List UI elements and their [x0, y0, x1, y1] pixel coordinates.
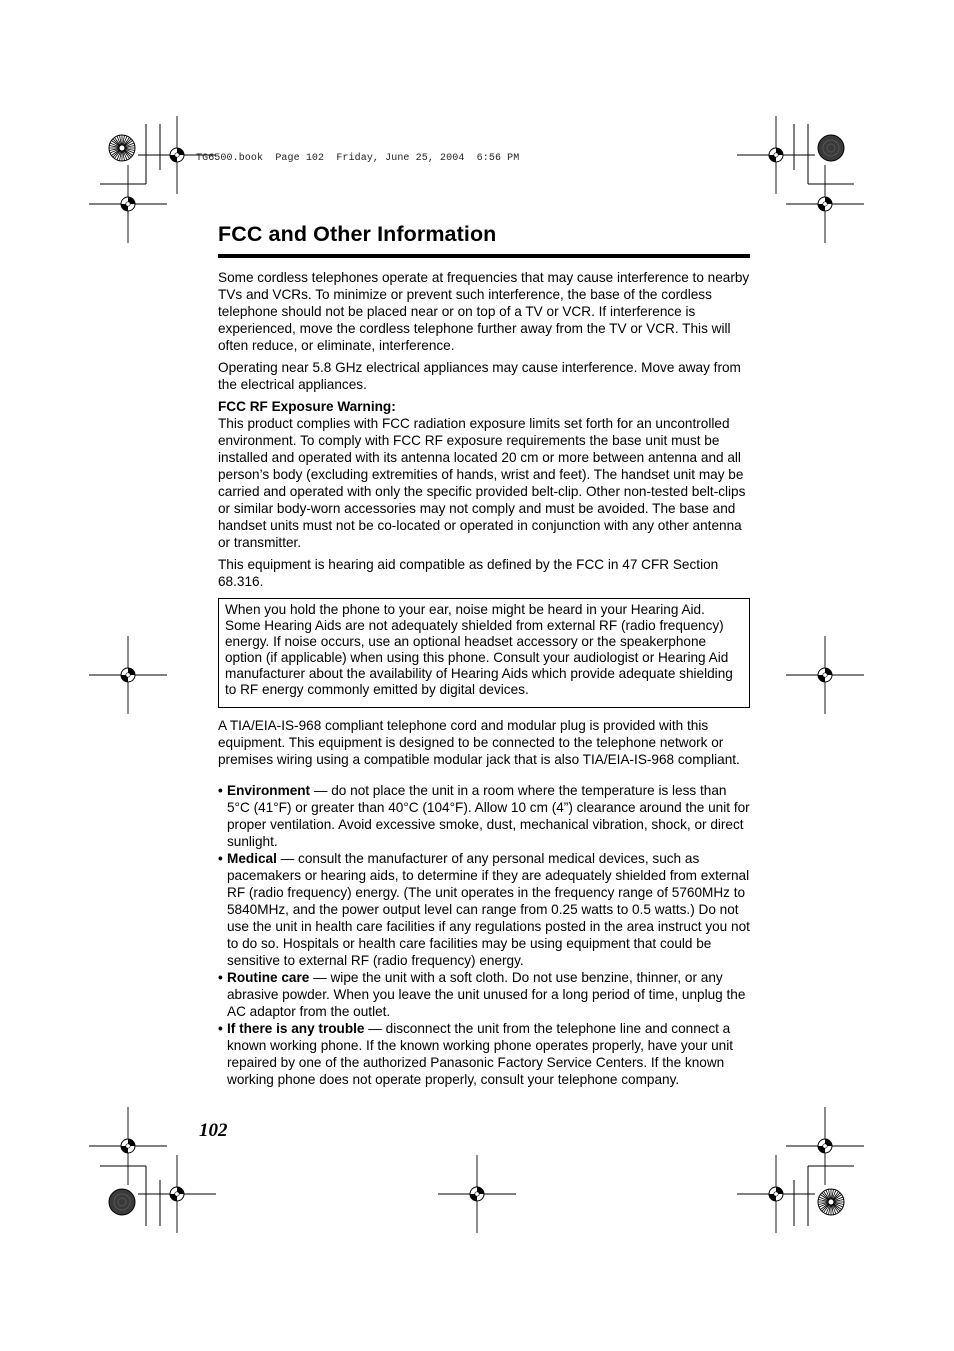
bullet-text: — wipe the unit with a soft cloth. Do not use benzine, thinner, or any abrasive powder. When you leave the unit unused for a long period of time, unplug the AC adaptor from the outlet. — [227, 970, 746, 1019]
rf-exposure-paragraph: This product complies with FCC radiation exposure limits set forth for an uncontrolled environment. To comply with FCC RF exposure requirements the base unit must be installed and operated with its antenna located 20 cm or more between antenna and all person’s body (excluding extremities of hands, wrist and feet). The handset unit may be carried and operated with only the specific provided belt-clip. Other non-tested belt-clips or similar body-worn accessories may not comply and must be avoided. The base and handset units must not be co-located or operated in conjunction with any other antenna or transmitter. — [218, 416, 746, 550]
bullet: • — [218, 851, 223, 866]
main-content — [218, 269, 750, 1088]
page-title: FCC and Other Information — [218, 222, 497, 246]
bullet-term: If there is any trouble — [227, 1021, 365, 1036]
book-header: TG6500.book Page 102 Friday, June 25, 2004 6:56 PM — [196, 153, 520, 164]
page-number: 102 — [199, 1120, 228, 1141]
bullet: • — [218, 1021, 223, 1036]
bullet-text: — disconnect the unit from the telephone line and connect a known working phone. If the known working phone operates properly, have your unit repaired by one of the authorized Panasonic Factory Service Centers. If the known working phone does not operate properly, consult your telephone company. — [227, 1021, 734, 1087]
list-item — [218, 1020, 750, 1088]
bullet: • — [218, 970, 223, 985]
precautions-list — [218, 782, 750, 1088]
bullet-text: — do not place the unit in a room where the temperature is less than 5°C (41°F) or greater than 40°C (104°F). Allow 10 cm (4”) clearance around the unit for proper ventilation. Avoid excessive smoke, dust, mechanical vibration, shock, or direct sunlight. — [227, 783, 750, 849]
rf-exposure-heading: FCC RF Exposure Warning: — [218, 399, 396, 414]
hearing-aid-notice-box — [218, 598, 750, 708]
list-item — [218, 850, 750, 969]
bullet-term: Environment — [227, 783, 311, 798]
title-rule — [218, 254, 750, 258]
bullet: • — [218, 783, 223, 798]
list-item — [218, 969, 750, 1020]
intro-paragraph: Some cordless telephones operate at frequencies that may cause interference to nearby TVs and VCRs. To minimize or prevent such interference, the base of the cordless telephone should not be placed near or on top of a TV or VCR. If interference is experienced, move the cordless telephone further away from the TV or VCR. This will often reduce, or eliminate, interference. — [218, 270, 750, 353]
intro-paragraph: Operating near 5.8 GHz electrical appliances may cause interference. Move away from the electrical appliances. — [218, 360, 741, 392]
hearing-aid-compatibility-paragraph: This equipment is hearing aid compatible as defined by the FCC in 47 CFR Section 68.316. — [218, 557, 719, 589]
list-item — [218, 782, 750, 850]
bullet-text: — consult the manufacturer of any personal medical devices, such as pacemakers or hearing aids, to determine if they are adequately shielded from external RF (radio frequency) energy. (The unit operates in the frequency range of 5760MHz to 5840MHz, and the power output level can range from 0.25 watts to 0.5 watts.) Do not use the unit in health care facilities if any regulations posted in the area instruct you not to do so. Hospitals or health care facilities may be using equipment that could be sensitive to external RF (radio frequency) energy. — [227, 851, 750, 968]
hearing-aid-notice-text: When you hold the phone to your ear, noise might be heard in your Hearing Aid. Some Hearing Aids are not adequately shielded from external RF (radio frequency) energy. If noise occurs, use an optional headset accessory or the speakerphone option (if applicable) when using this phone. Consult your audiologist or Hearing Aid manufacturer about the availability of Hearing Aids which provide adequate shielding to RF energy commonly emitted by digital devices. — [225, 602, 733, 697]
bullet-term: Routine care — [227, 970, 310, 985]
cord-paragraph: A TIA/EIA-IS-968 compliant telephone cord and modular plug is provided with this equipment. This equipment is designed to be connected to the telephone network or premises wiring using a compatible modular jack that is also TIA/EIA-IS-968 compliant. — [218, 718, 740, 767]
bullet-term: Medical — [227, 851, 277, 866]
